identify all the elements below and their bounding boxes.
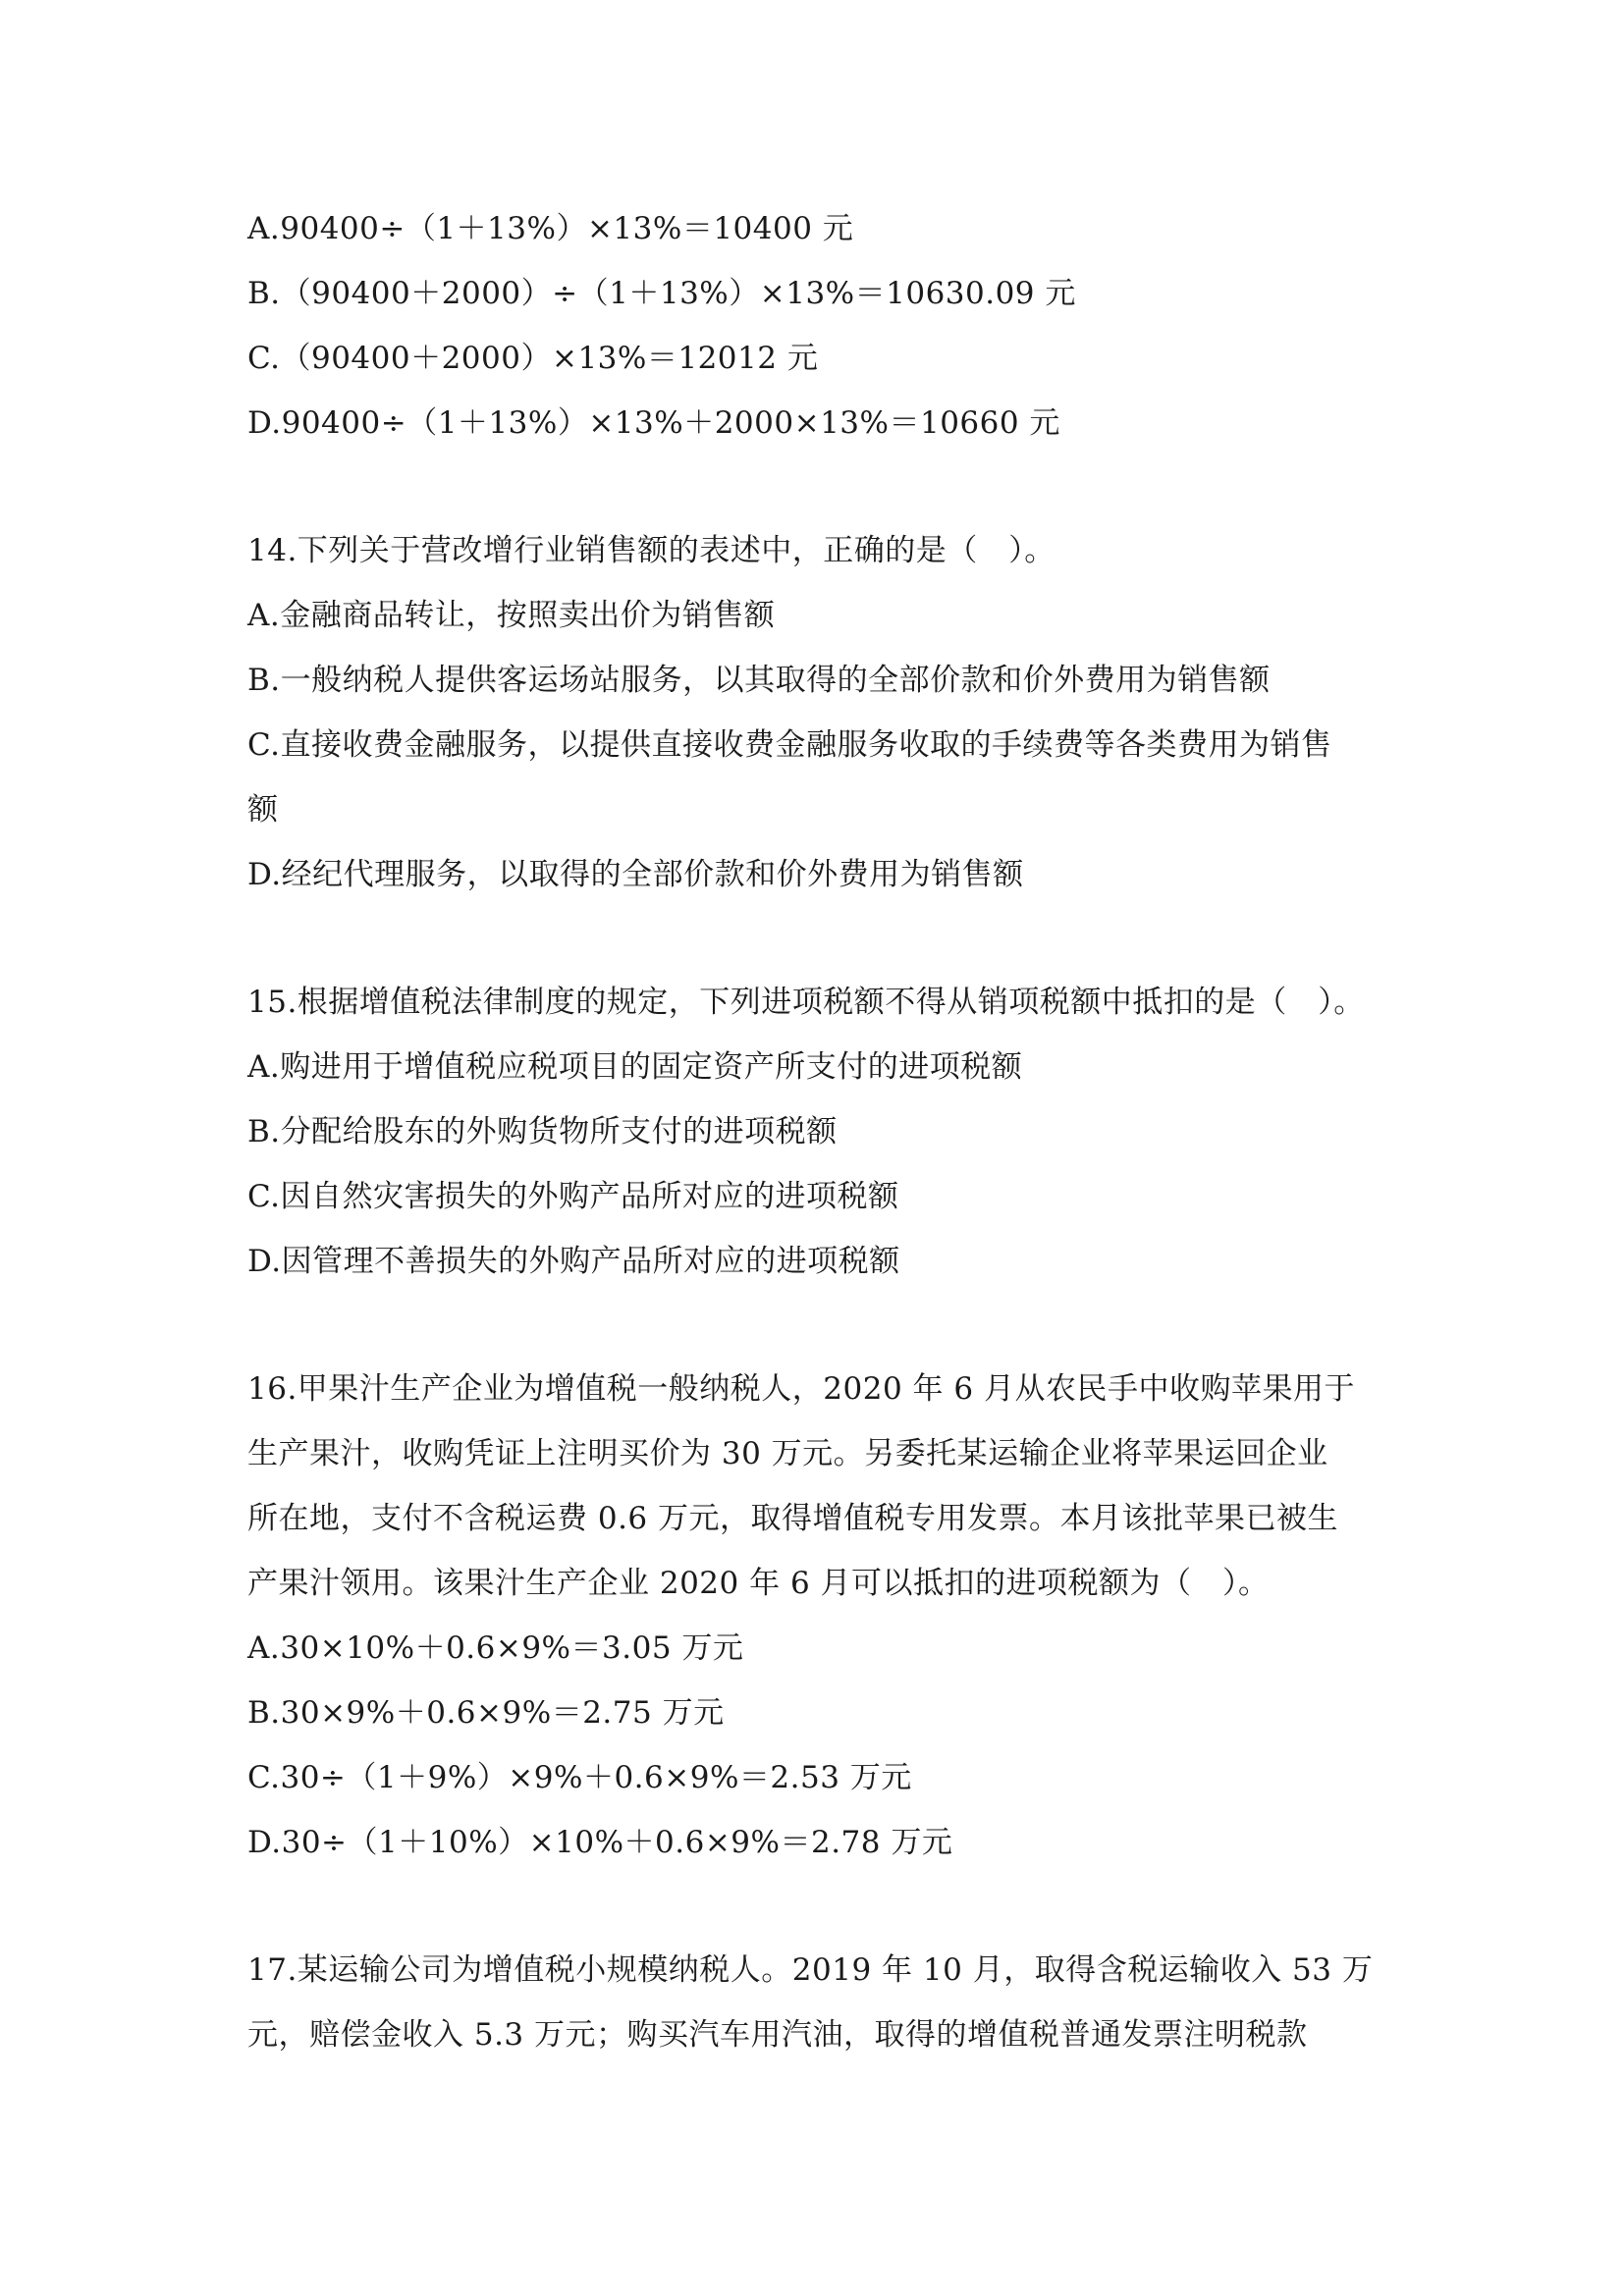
option-b: B.（90400＋2000）÷（1＋13%）×13%＝10630.09 元	[247, 276, 1076, 311]
option-b: B.分配给股东的外购货物所支付的进项税额	[247, 1114, 838, 1149]
spacer	[247, 455, 1386, 518]
spacer	[247, 907, 1386, 970]
option-b: B.一般纳税人提供客运场站服务，以其取得的全部价款和价外费用为销售额	[247, 663, 1271, 698]
question-stem-line: 17.某运输公司为增值税小规模纳税人。2019 年 10 月，取得含税运输收入 53 万	[247, 1952, 1374, 1988]
question-stem-line: 产果汁领用。该果汁生产企业 2020 年 6 月可以抵扣的进项税额为（ ）。	[247, 1566, 1270, 1601]
option-c: C.30÷（1＋9%）×9%＋0.6×9%＝2.53 万元	[247, 1760, 912, 1795]
option-d: D.因管理不善损失的外购产品所对应的进项税额	[247, 1244, 900, 1279]
option-b: B.30×9%＋0.6×9%＝2.75 万元	[247, 1695, 725, 1731]
option-a: A.购进用于增值税应税项目的固定资产所支付的进项税额	[247, 1049, 1023, 1085]
question-13-options	[247, 196, 1386, 455]
question-17	[247, 1938, 1386, 2067]
option-a: A.30×10%＋0.6×9%＝3.05 万元	[247, 1630, 744, 1666]
option-d: D.经纪代理服务，以取得的全部价款和价外费用为销售额	[247, 857, 1024, 892]
question-stem-line: 元，赔偿金收入 5.3 万元；购买汽车用汽油，取得的增值税普通发票注明税款	[247, 2017, 1308, 2053]
question-stem: 15.根据增值税法律制度的规定，下列进项税额不得从销项税额中抵扣的是（ ）。	[247, 985, 1365, 1020]
question-16	[247, 1357, 1386, 1875]
option-a: A.90400÷（1＋13%）×13%＝10400 元	[247, 211, 854, 246]
question-stem-line: 所在地，支付不含税运费 0.6 万元，取得增值税专用发票。本月该批苹果已被生	[247, 1501, 1339, 1536]
option-d: D.90400÷（1＋13%）×13%＋2000×13%＝10660 元	[247, 405, 1060, 441]
question-stem-line: 16.甲果汁生产企业为增值税一般纳税人，2020 年 6 月从农民手中收购苹果用于	[247, 1371, 1355, 1407]
option-d: D.30÷（1＋10%）×10%＋0.6×9%＝2.78 万元	[247, 1825, 953, 1860]
spacer	[247, 1294, 1386, 1357]
document-page	[247, 196, 1386, 2067]
question-15	[247, 970, 1386, 1294]
option-a: A.金融商品转让，按照卖出价为销售额	[247, 598, 776, 633]
question-14	[247, 518, 1386, 907]
option-c: C.（90400＋2000）×13%＝12012 元	[247, 341, 819, 376]
question-stem-line: 生产果汁，收购凭证上注明买价为 30 万元。另委托某运输企业将苹果运回企业	[247, 1436, 1328, 1471]
option-c-continued: 额	[247, 792, 279, 828]
option-c: C.因自然灾害损失的外购产品所对应的进项税额	[247, 1179, 899, 1214]
option-c: C.直接收费金融服务，以提供直接收费金融服务收取的手续费等各类费用为销售	[247, 727, 1332, 763]
question-stem: 14.下列关于营改增行业销售额的表述中，正确的是（ ）。	[247, 533, 1056, 568]
spacer	[247, 1875, 1386, 1938]
